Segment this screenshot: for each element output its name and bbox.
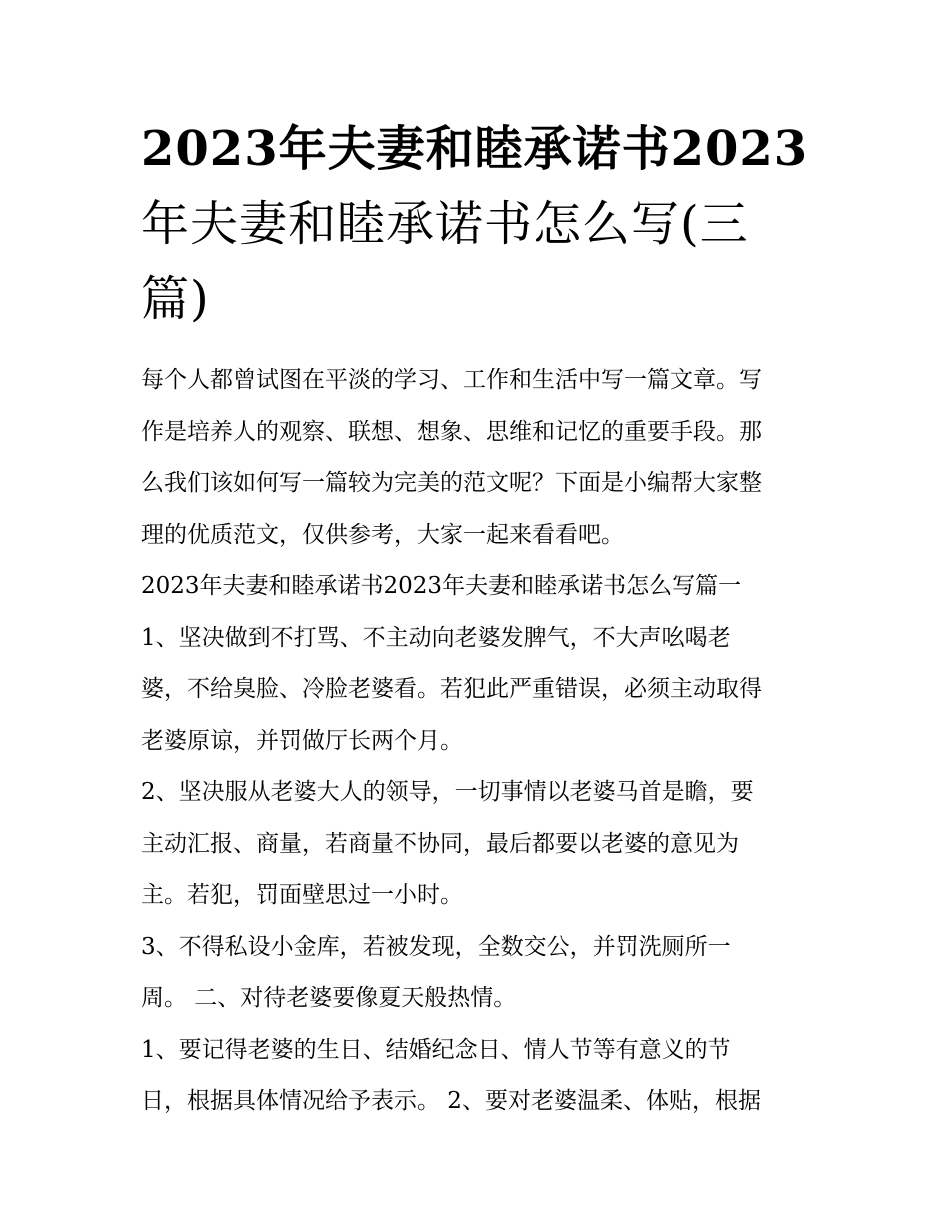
document-body [141,355,821,1128]
item-2-line-2: 主动汇报、商量，若商量不协同，最后都要以老婆的意见为 [141,830,739,857]
item-2-line-1: 2、坚决服从老婆大人的领导，一切事情以老婆马首是瞻，要 [141,779,754,805]
document-title [141,112,821,337]
intro-line-1: 每个人都曾试图在平淡的学习、工作和生活中写一篇文章。写 [141,367,762,393]
item-2-line-3: 主。若犯，罚面壁思过一小时。 [141,882,463,908]
item-4-line-1: 1、要记得老婆的生日、结婚纪念日、情人节等有意义的节 [141,1036,731,1063]
item-1-line-1: 1、坚决做到不打骂、不主动向老婆发脾气，不大声吆喝老 [141,624,731,651]
item-4-line-2: 日，根据具体情况给予表示。 2、要对老婆温柔、体贴，根据 [141,1088,761,1114]
intro-line-3: 么我们该如何写一篇较为完美的范文呢？下面是小编帮大家整 [141,470,762,496]
title-bold-part: 2023年夫妻和睦承诺书2023 [141,121,809,177]
intro-line-2: 作是培养人的观察、联想、想象、思维和记忆的重要手段。那 [141,418,762,445]
item-1-line-3: 老婆原谅，并罚做厅长两个月。 [141,727,463,754]
section-heading: 2023年夫妻和睦承诺书2023年夫妻和睦承诺书怎么写篇一 [141,573,742,599]
item-3-line-1: 3、不得私设小金库，若被发现，全数交公，并罚洗厕所一 [141,933,731,960]
item-3-line-2: 周。 二、对待老婆要像夏天般热情。 [141,985,517,1011]
title-regular-part-2: 篇) [141,271,210,327]
title-regular-part-1: 年夫妻和睦承诺书怎么写(三 [141,196,749,252]
item-1-line-2: 婆，不给臭脸、冷脸老婆看。若犯此严重错误，必须主动取得 [141,676,762,702]
intro-line-4: 理的优质范文，仅供参考，大家一起来看看吧。 [141,521,624,548]
